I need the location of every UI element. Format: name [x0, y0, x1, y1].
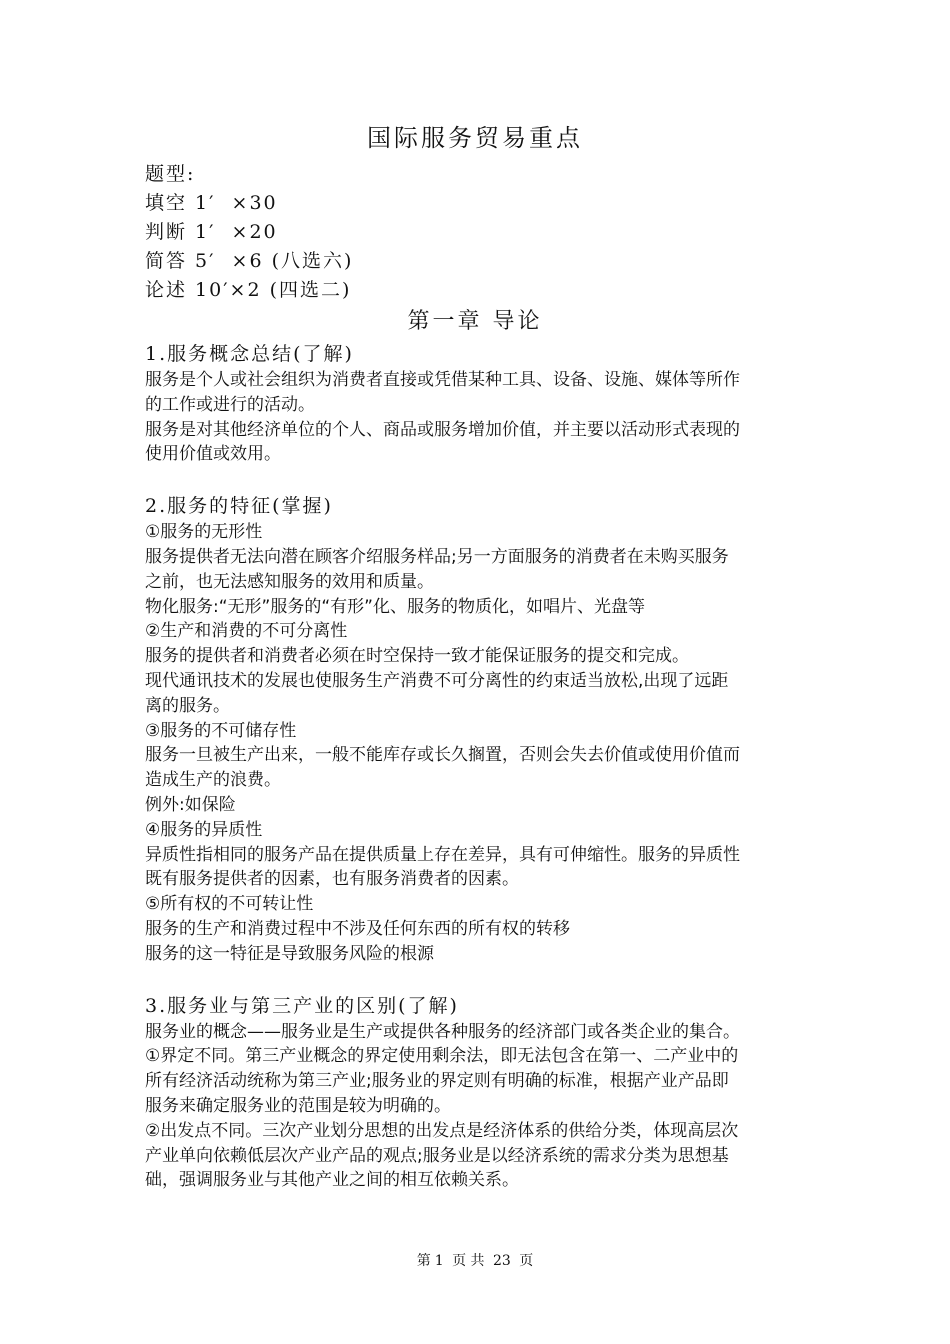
- body-line: 异质性指相同的服务产品在提供质量上存在差异，具有可伸缩性。服务的异质性: [145, 844, 740, 865]
- body-line: 既有服务提供者的因素，也有服务消费者的因素。: [145, 869, 519, 890]
- body-line: 服务业的概念——服务业是生产或提供各种服务的经济部门或各类企业的集合。: [145, 1021, 740, 1042]
- page-footer: [0, 1250, 950, 1270]
- question-types-heading: 题型:: [145, 163, 196, 185]
- section-heading: 2.服务的特征(掌握): [145, 495, 333, 518]
- section-heading: 1.服务概念总结(了解): [145, 343, 354, 365]
- body-line: 例外:如保险: [145, 794, 236, 815]
- body-line: ①服务的无形性: [145, 522, 263, 543]
- footer-suffix: 页: [519, 1253, 534, 1269]
- section-3: [145, 992, 813, 1194]
- body-line: 服务提供者无法向潜在顾客介绍服务样品;另一方面服务的消费者在未购买服务: [145, 546, 729, 567]
- footer-page-number: 1: [434, 1253, 444, 1269]
- question-type-item: 判断 1′ ×20: [145, 221, 278, 243]
- body-line: 服务是个人或社会组织为消费者直接或凭借某种工具、设备、设施、媒体等所作: [145, 370, 740, 390]
- footer-total-pages: 23: [493, 1253, 511, 1269]
- question-type-item: 填空 1′ ×30: [145, 192, 278, 214]
- body-line: ⑤所有权的不可转让性: [145, 894, 314, 915]
- section-spacer: [145, 467, 813, 492]
- body-line: 服务的提供者和消费者必须在时空保持一致才能保证服务的提交和完成。: [145, 646, 689, 667]
- body-line: ①界定不同。第三产业概念的界定使用剩余法，即无法包含在第一、二产业中的: [145, 1046, 739, 1067]
- body-line: ②出发点不同。三次产业划分思想的出发点是经济体系的供给分类，体现高层次: [145, 1120, 739, 1141]
- body-line: 服务的生产和消费过程中不涉及任何东西的所有权的转移: [145, 918, 570, 939]
- body-line: 所有经济活动统称为第三产业;服务业的界定则有明确的标准，根据产业产品即: [145, 1071, 729, 1092]
- body-line: 础，强调服务业与其他产业之间的相互依赖关系。: [145, 1170, 519, 1191]
- section-2: [145, 492, 813, 966]
- body-line: 造成生产的浪费。: [145, 770, 281, 791]
- section-1: [145, 340, 813, 467]
- body-line: 服务一旦被生产出来，一般不能库存或长久搁置，否则会失去价值或使用价值而: [145, 745, 740, 766]
- body-line: 服务的这一特征是导致服务风险的根源: [145, 943, 434, 964]
- main-content: [145, 340, 813, 1193]
- body-line: ②生产和消费的不可分离性: [145, 621, 348, 642]
- footer-prefix: 第: [416, 1253, 431, 1269]
- document-title: 国际服务贸易重点: [367, 124, 583, 152]
- section-spacer: [145, 967, 813, 992]
- body-line: 现代通讯技术的发展也使服务生产消费不可分离性的约束适当放松,出现了远距: [145, 670, 729, 691]
- body-line: 之前，也无法感知服务的效用和质量。: [145, 571, 434, 592]
- section-heading: 3.服务业与第三产业的区别(了解): [145, 994, 459, 1017]
- body-line: 服务是对其他经济单位的个人、商品或服务增加价值，并主要以活动形式表现的: [145, 419, 740, 440]
- question-type-item: 简答 5′ ×6 (八选六): [145, 250, 354, 272]
- footer-middle: 页 共: [452, 1253, 485, 1269]
- body-line: 离的服务。: [145, 695, 230, 716]
- body-line: ③服务的不可储存性: [145, 720, 297, 741]
- body-line: 物化服务:“无形”服务的“有形”化、服务的物质化，如唱片、光盘等: [145, 596, 645, 617]
- body-line: 使用价值或效用。: [145, 444, 281, 465]
- body-line: 服务来确定服务业的范围是较为明确的。: [145, 1095, 451, 1116]
- body-line: 的工作或进行的活动。: [145, 394, 315, 415]
- question-types: [145, 160, 353, 305]
- body-line: ④服务的异质性: [145, 819, 263, 840]
- chapter-heading: 第一章 导论: [407, 309, 543, 334]
- body-line: 产业单向依赖低层次产业产品的观点;服务业是以经济系统的需求分类为思想基: [145, 1145, 729, 1166]
- question-type-item: 论述 10′×2 (四选二): [145, 279, 352, 301]
